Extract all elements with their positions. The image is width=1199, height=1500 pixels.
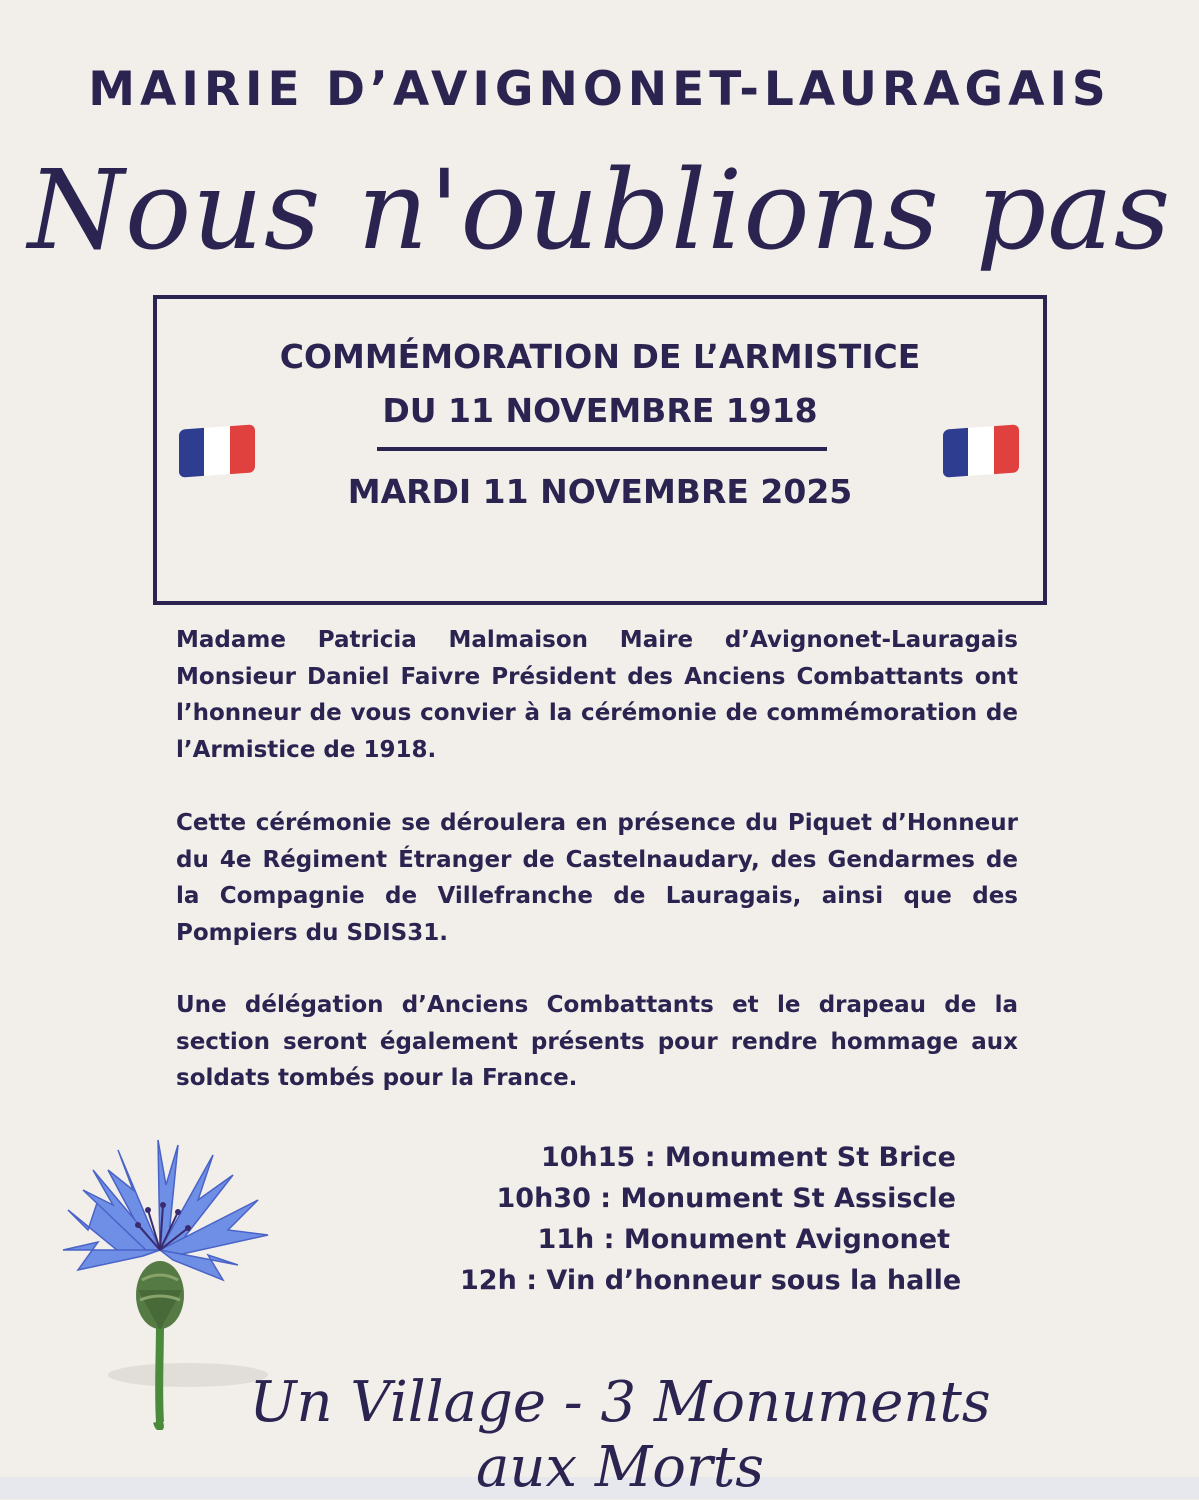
schedule-item: 12h : Vin d’honneur sous la halle [460,1265,962,1296]
tagline-script: Nous n'oublions pas [27,146,1172,274]
french-flag-icon [179,424,255,477]
event-box [153,295,1047,605]
mairie-heading: MAIRIE D’AVIGNONET-LAURAGAIS [88,62,1111,117]
event-date: MARDI 11 NOVEMBRE 2025 [347,472,853,511]
paragraph-invitation: Madame Patricia Malmaison Maire d’Avignonet-Lauragais Monsieur Daniel Faivre Président des Anciens Combattants ont l’honneur de vous convier à la cérémonie de commémoration de l’Armistice de 1918. [176,627,1018,763]
schedule-item: 10h15 : Monument St Brice [540,1142,956,1173]
footer-script: Un Village - 3 Monuments aux Morts [249,1370,991,1500]
divider-rule [377,447,827,451]
schedule-list [460,1137,960,1301]
event-title-line1: COMMÉMORATION DE L’ARMISTICE [279,337,921,376]
event-title-line2: DU 11 NOVEMBRE 1918 [382,391,818,430]
paragraph-presence: Cette cérémonie se déroulera en présence du Piquet d’Honneur du 4e Régiment Étranger de Castelnaudary, des Gendarmes de la Compagnie de Villefranche de Lauragais, ainsi que des Pompiers du SDIS31. [176,810,1018,946]
schedule-item: 11h : Monument Avignonet [537,1224,950,1255]
schedule-item: 10h30 : Monument St Assiscle [496,1183,956,1214]
paragraph-delegation: Une délégation d’Anciens Combattants et le drapeau de la section seront également présents pour rendre hommage aux soldats tombés pour la France. [176,992,1018,1091]
french-flag-icon [943,424,1019,477]
